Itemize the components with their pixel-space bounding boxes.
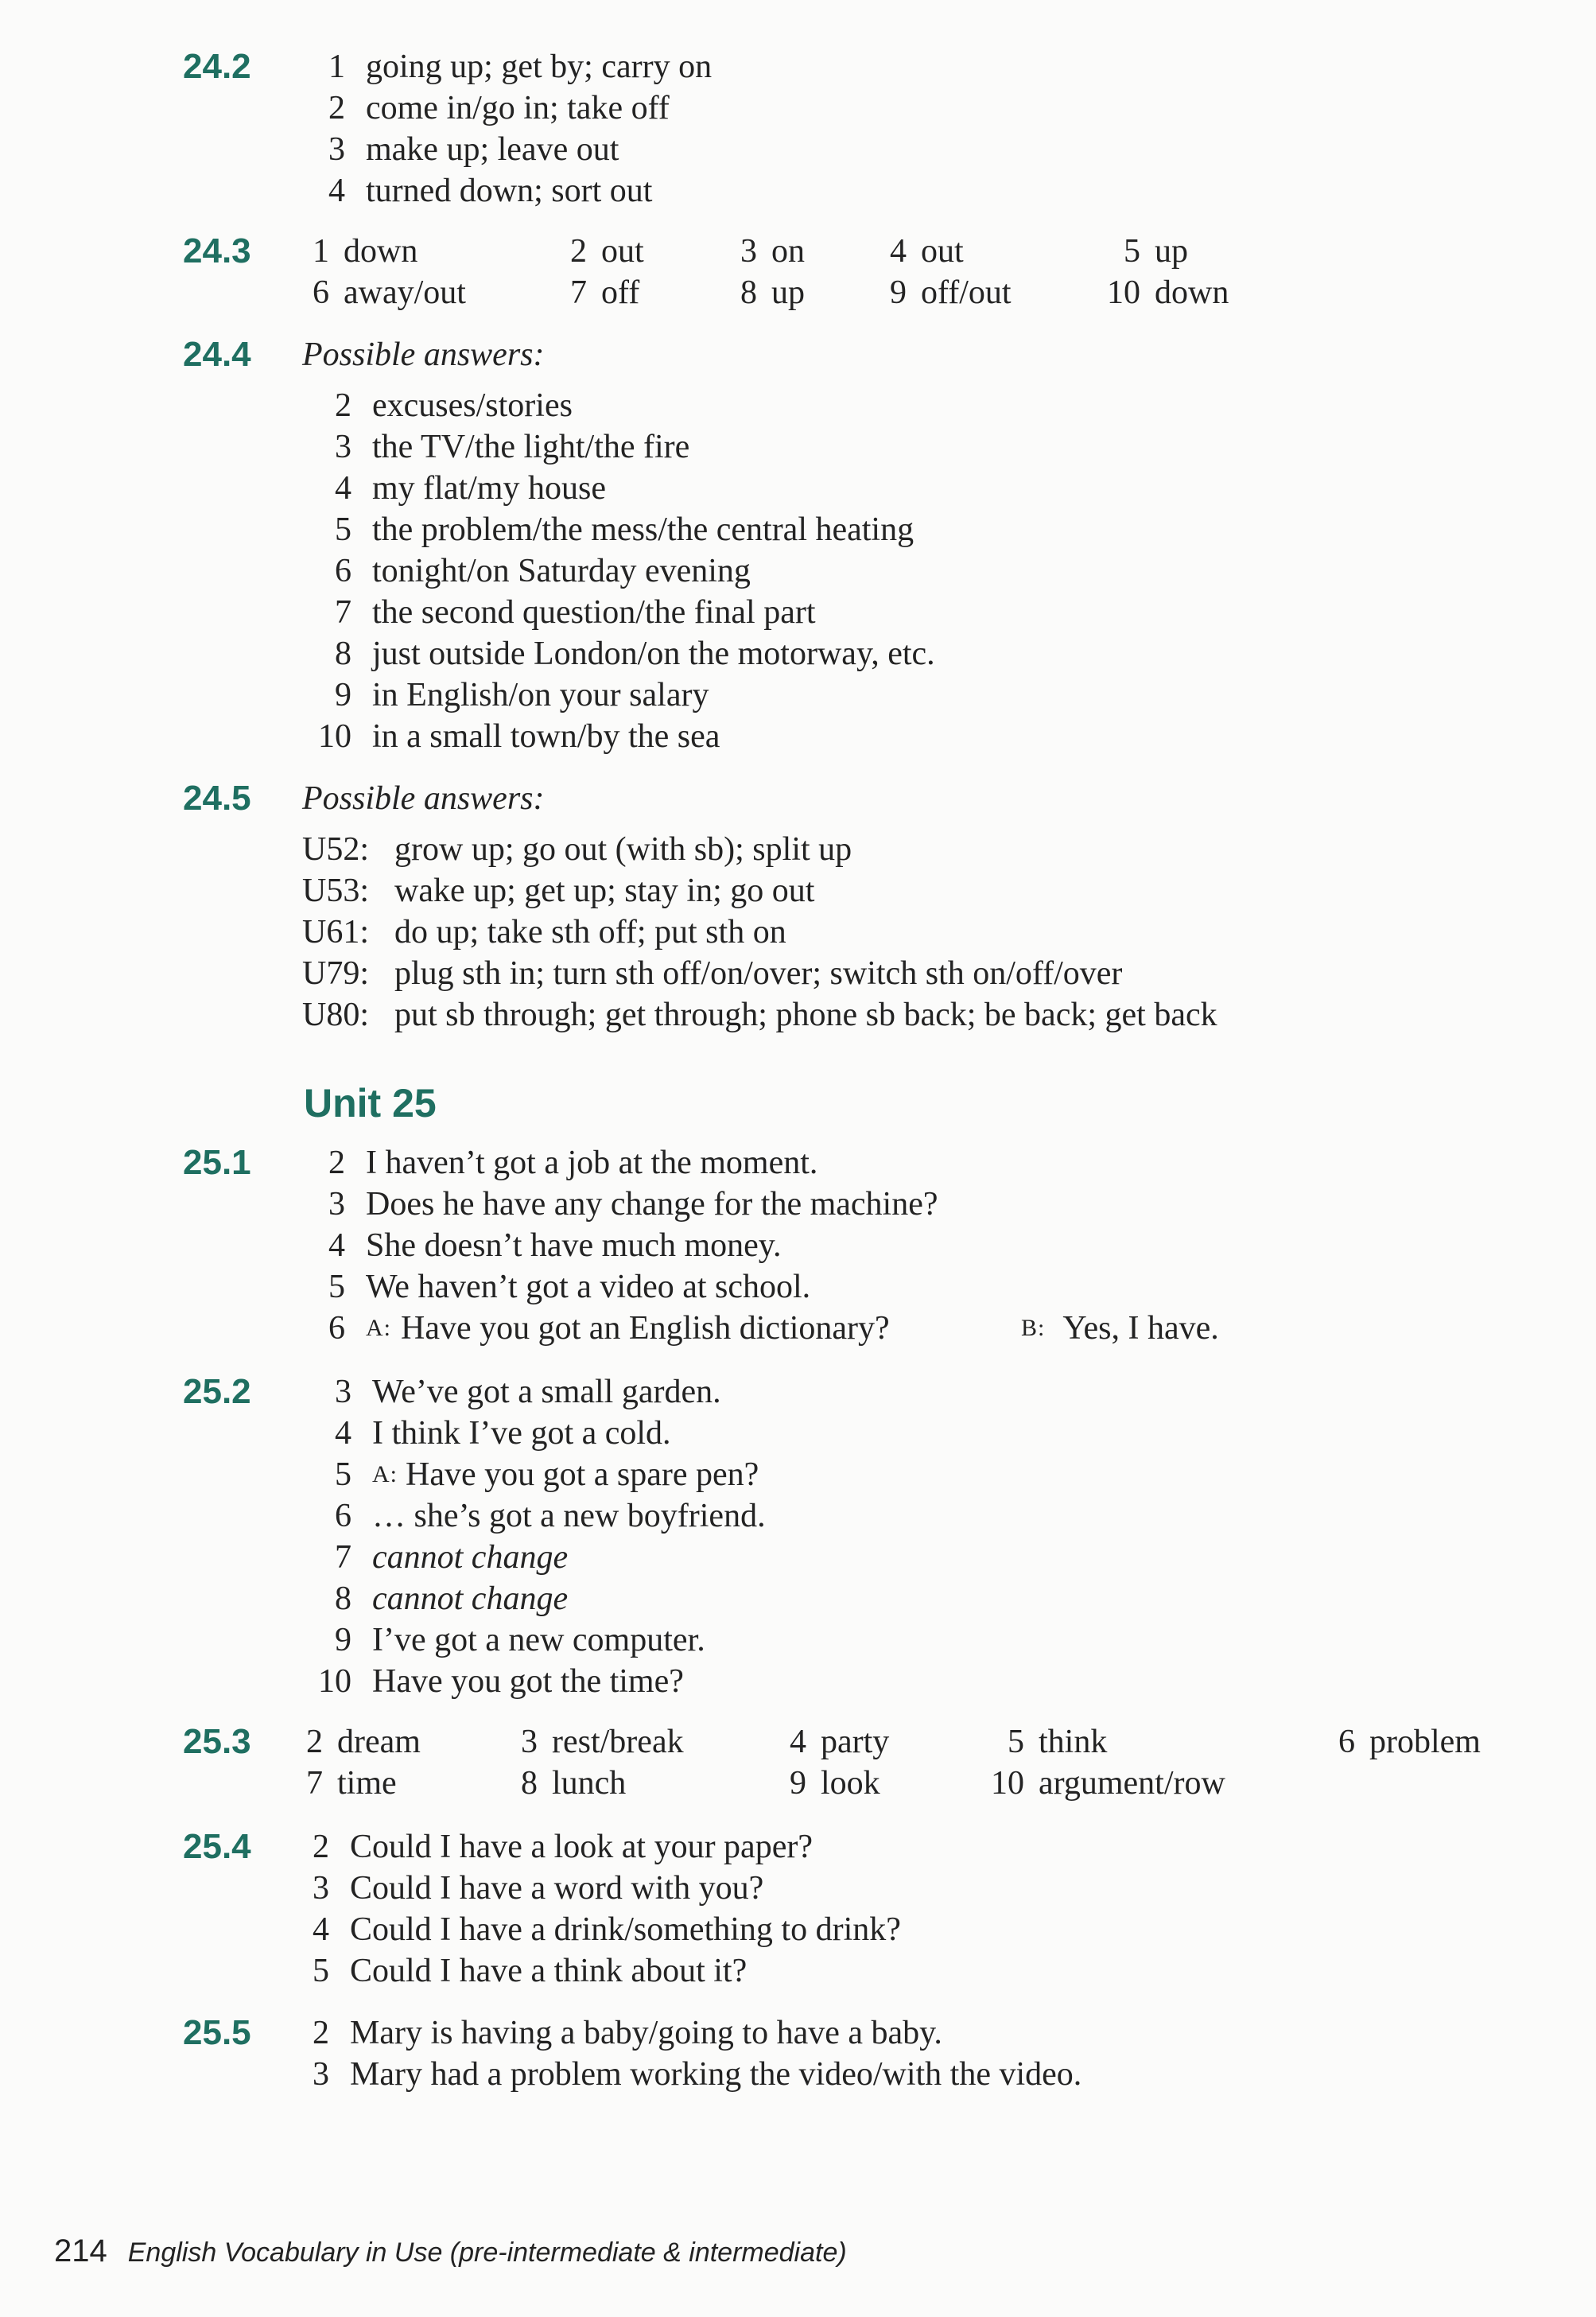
answer-line: 8 cannot change	[335, 1580, 569, 1617]
answer-line: 5 We haven’t got a video at school.	[328, 1269, 811, 1305]
answer-line: 4 turned down; sort out	[328, 173, 653, 209]
answer-line: 4 I think I’ve got a cold.	[335, 1415, 671, 1452]
exercise-number: 25.4	[183, 1827, 251, 1866]
answer-intro: Possible answers:	[302, 780, 545, 817]
book-title: English Vocabulary in Use (pre-intermediate & intermediate)	[127, 2237, 847, 2268]
answer-line: 10 in a small town/by the sea	[318, 718, 720, 755]
exercise-number: 24.2	[183, 47, 251, 86]
answer-line: 10 Have you got the time?	[318, 1663, 684, 1700]
answer-line: U79: plug sth in; turn sth off/on/over; switch sth on/off/over	[302, 955, 1123, 992]
answer-line: 2 Could I have a look at your paper?	[313, 1829, 813, 1865]
answer-line: 1 going up; get by; carry on	[328, 49, 713, 85]
answer-line: 3 Could I have a word with you?	[313, 1870, 764, 1907]
answer-line: 6 A: Have you got an English dictionary? B: Yes, I have.	[328, 1310, 1219, 1347]
unit-title: Unit 25	[304, 1081, 437, 1125]
answer-line: 9 I’ve got a new computer.	[335, 1622, 705, 1658]
exercise-number: 24.4	[183, 335, 251, 374]
answer-line: 4 my flat/my house	[335, 470, 606, 507]
answer-key-page: 24.2 1 going up; get by; carry on 2 come in/go in; take off 3 make up; leave out 4 turned down; sort out 24.3 1 down 2 out 3 on 4 out 5 up 6 away/out 7 off 8 up 9 off/out 10 down 24.4 Possible answers: 2 excuses/stories 3 the TV/the light/the fire 4 my flat/my house 5 the problem/the mess/the central heating 6 tonight/on Saturday evening 7 the second question/the final part 8 just outside London/on the motorway, etc. 9 in English/on your salary 10 in a small town/by the sea 24.5 Possible answers: U52: grow up; go out (with sb); split up U53: wake up; get up; stay in; go out U61: do up; take sth off; put sth on U79: plug sth in; turn sth off/on/over; switch sth on/off/over U80: put sb through; get through; phone sb back; be back; get back Unit 25 25.1 2 I haven’t got a job at the moment. 3 Does he have any change for the machine? 4 She doesn’t have much money. 5 We haven’t got a video at school. 6 A: Have you got an English dictionary? B: Yes, I have. 25.2 3 We’ve got a small garden. 4 I think I’ve got a cold. 5 A: Have you got a spare pen? 6 … she’s got a new boyfriend. 7 cannot change 8 cannot change 9 I’ve got a new computer. 10 Have you got the time? 25.3 2 dream 3 rest/break 4 party 5 think 6 problem 7 time 8 lunch 9 look 10 argument/row 25.4 2 Could I have a look at your paper? 3 Could I have a word with you? 4 Could I have a drink/something to drink? 5 Could I have a think about it? 25.5 2 Mary is having a baby/going to have a baby. 3 Mary had a problem working the video/with the video. 214 English Vocabulary in Use (pre-intermediate & intermediate)	[54, 47, 1481, 2268]
exercise-number: 25.3	[183, 1722, 251, 1761]
answer-line: 4 Could I have a drink/something to drink?	[313, 1911, 901, 1948]
answer-line: 7 the second question/the final part	[335, 594, 816, 631]
answer-line: 5 A: Have you got a spare pen?	[335, 1456, 759, 1493]
answer-line: 6 … she’s got a new boyfriend.	[335, 1498, 766, 1534]
answer-line: 2 I haven’t got a job at the moment.	[328, 1145, 818, 1181]
answer-line: 9 in English/on your salary	[335, 677, 709, 713]
answer-line: 5 the problem/the mess/the central heating	[335, 511, 914, 548]
answer-line: 2 excuses/stories	[335, 387, 573, 424]
answer-line: 3 the TV/the light/the fire	[335, 429, 690, 465]
answer-line: 7 cannot change	[335, 1539, 569, 1576]
answer-intro: Possible answers:	[302, 336, 545, 373]
answer-line: U61: do up; take sth off; put sth on	[302, 914, 786, 951]
page-footer	[54, 2233, 847, 2269]
answer-line: U80: put sb through; get through; phone sb back; be back; get back	[302, 997, 1217, 1033]
answer-line: U52: grow up; go out (with sb); split up	[302, 831, 852, 868]
exercise-number: 25.5	[183, 2013, 251, 2052]
exercise-number: 24.3	[183, 231, 251, 270]
exercise-number: 25.2	[183, 1372, 251, 1411]
exercise-number: 25.1	[183, 1143, 251, 1182]
answer-line: 8 just outside London/on the motorway, etc.	[335, 636, 935, 672]
answer-line: 3 We’ve got a small garden.	[335, 1374, 721, 1410]
answer-line: 3 Does he have any change for the machine?	[328, 1186, 938, 1223]
answer-line: 2 come in/go in; take off	[328, 90, 670, 126]
answer-line: 3 Mary had a problem working the video/with the video.	[313, 2056, 1082, 2093]
answer-line: 5 Could I have a think about it?	[313, 1953, 748, 1989]
exercise-number: 24.5	[183, 779, 251, 818]
answer-line: 4 She doesn’t have much money.	[328, 1227, 782, 1264]
answer-line: U53: wake up; get up; stay in; go out	[302, 873, 815, 909]
answer-line: 3 make up; leave out	[328, 131, 619, 168]
page-number: 214	[54, 2233, 107, 2268]
answer-line: 2 Mary is having a baby/going to have a baby.	[313, 2015, 942, 2051]
answer-line: 6 tonight/on Saturday evening	[335, 553, 751, 589]
